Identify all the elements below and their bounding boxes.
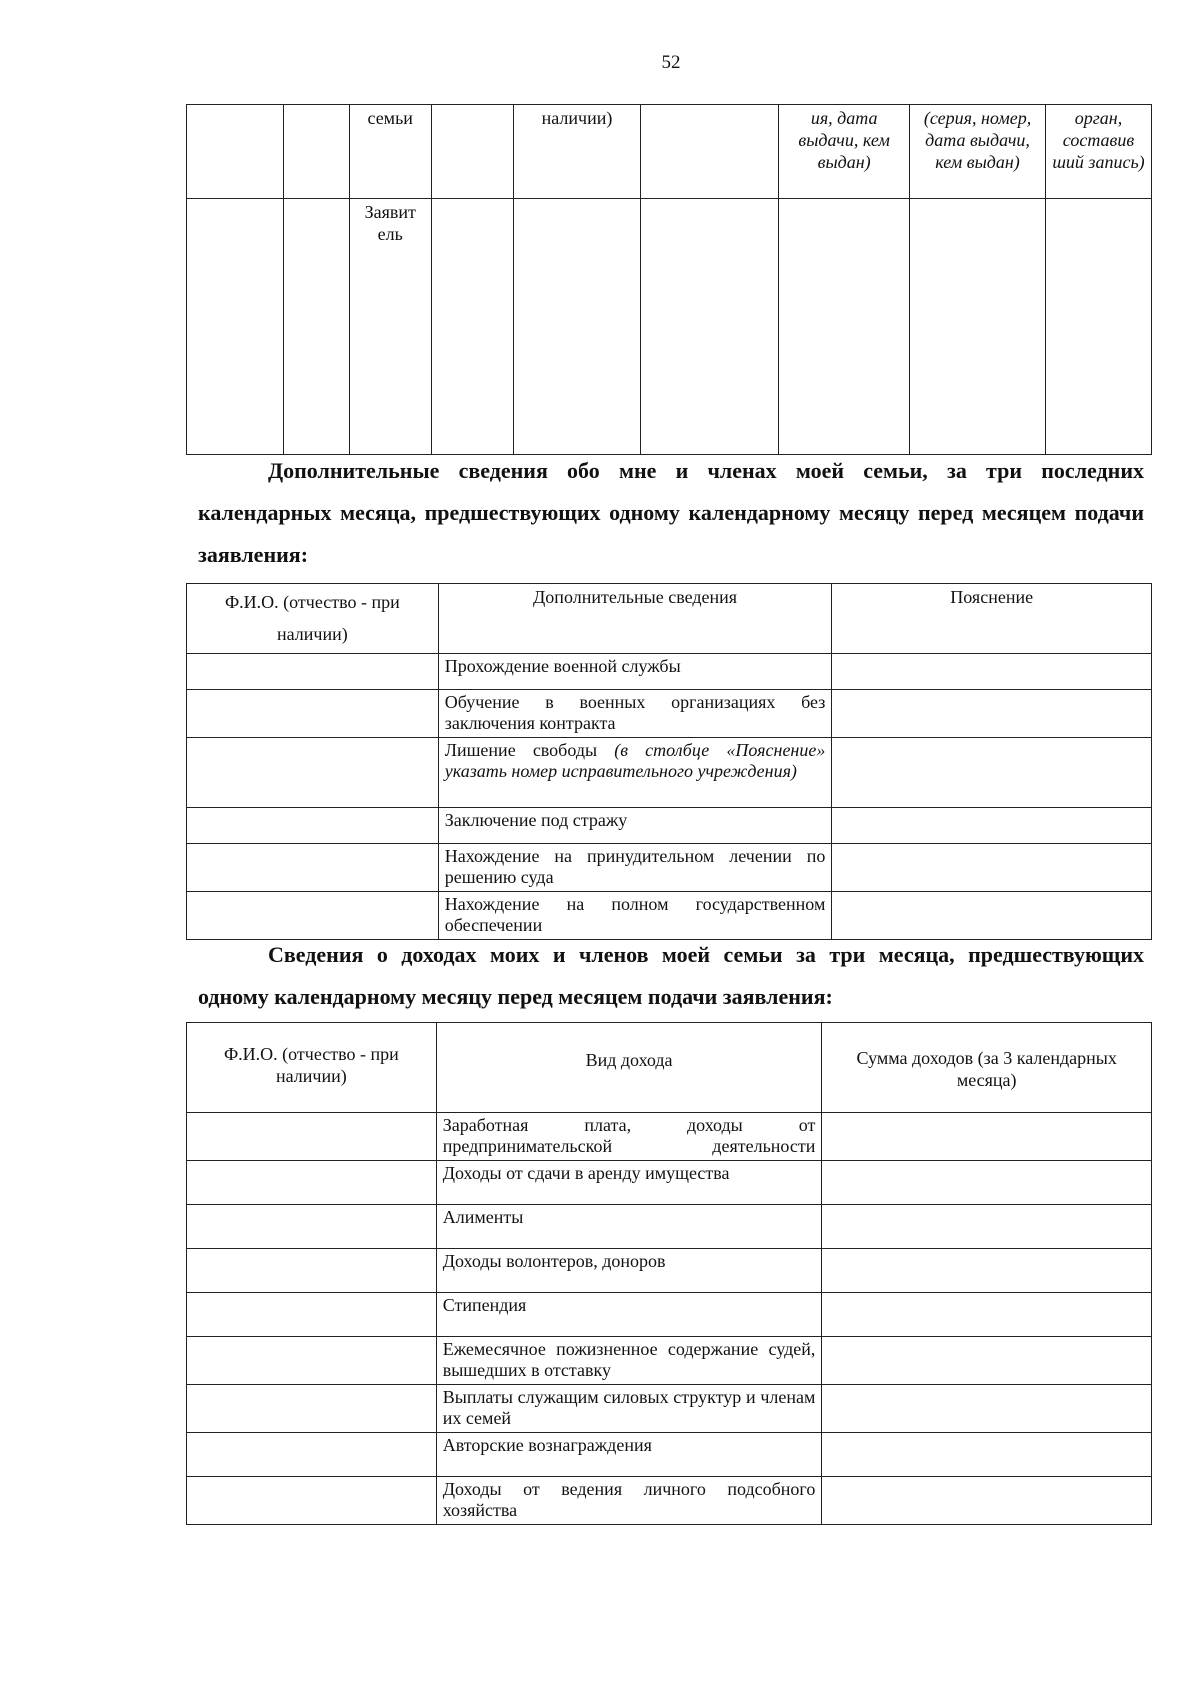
table-row — [187, 808, 1152, 844]
fio-cell[interactable] — [187, 1385, 437, 1433]
income-sum-cell[interactable] — [822, 1205, 1152, 1249]
income-sum-cell[interactable] — [822, 1161, 1152, 1205]
info-type-cell: Обучение в военных организациях без заключения контракта — [438, 690, 832, 738]
explanation-cell[interactable] — [832, 892, 1152, 940]
fio-cell[interactable] — [187, 1477, 437, 1525]
table-cell[interactable] — [283, 199, 349, 455]
info-note: (в столбце «Пояснение» указать номер исправительного учреждения) — [444, 740, 826, 781]
table-row — [187, 1249, 1152, 1293]
fio-cell[interactable] — [187, 1249, 437, 1293]
section-heading-additional-info: Дополнительные сведения обо мне и членах моей семьи, за три последних календарных месяца, предшествующих одному календарному месяцу перед месяцем подачи заявления: — [198, 458, 1144, 567]
fio-cell[interactable] — [187, 1293, 437, 1337]
fio-cell[interactable] — [187, 892, 439, 940]
table-cell — [641, 105, 779, 199]
header-explanation: Пояснение — [832, 584, 1152, 654]
fio-cell[interactable] — [187, 808, 439, 844]
explanation-cell[interactable] — [832, 738, 1152, 808]
fio-cell[interactable] — [187, 1433, 437, 1477]
table-cell — [187, 105, 284, 199]
info-type-cell: Заключение под стражу — [438, 808, 832, 844]
table-cell[interactable] — [910, 199, 1046, 455]
fio-cell[interactable] — [187, 844, 439, 892]
table-row — [187, 1337, 1152, 1385]
fio-cell[interactable] — [187, 690, 439, 738]
income-type-cell: Выплаты служащим силовых структур и членам их семей — [436, 1385, 822, 1433]
table-cell[interactable] — [641, 199, 779, 455]
table-row — [187, 1385, 1152, 1433]
table-row — [187, 1205, 1152, 1249]
income-type-cell: Авторские вознаграждения — [436, 1433, 822, 1477]
income-type-cell: Доходы от ведения личного подсобного хозяйства — [436, 1477, 822, 1525]
page-number: 52 — [661, 52, 681, 73]
table-row — [187, 892, 1152, 940]
income-type-cell: Заработная плата, доходы от предпринимательской деятельности — [436, 1113, 822, 1161]
applicant-label: Заявит ель — [349, 199, 431, 455]
header-fio: Ф.И.О. (отчество - при наличии) — [187, 1023, 437, 1113]
table-cell[interactable] — [1045, 199, 1151, 455]
table-header-row — [187, 1023, 1152, 1113]
income-type-cell: Доходы от сдачи в аренду имущества — [436, 1161, 822, 1205]
header-additional-info: Дополнительные сведения — [438, 584, 832, 654]
income-type-cell: Ежемесячное пожизненное содержание судей, вышедших в отставку — [436, 1337, 822, 1385]
income-sum-cell[interactable] — [822, 1337, 1152, 1385]
table-cell[interactable] — [187, 199, 284, 455]
income-sum-cell[interactable] — [822, 1385, 1152, 1433]
table-cell[interactable] — [431, 199, 513, 455]
income-table — [186, 1022, 1152, 1525]
fio-cell[interactable] — [187, 1337, 437, 1385]
income-sum-cell[interactable] — [822, 1113, 1152, 1161]
table-row — [187, 738, 1152, 808]
fio-cell[interactable] — [187, 1205, 437, 1249]
table-row — [187, 1161, 1152, 1205]
family-members-table — [186, 104, 1152, 455]
table-cell: семьи — [349, 105, 431, 199]
income-sum-cell[interactable] — [822, 1433, 1152, 1477]
section-heading-income: Сведения о доходах моих и членов моей семьи за три месяца, предшествующих одному календарному месяцу перед месяцем подачи заявления: — [198, 942, 1144, 1009]
info-type-cell: Лишение свободы (в столбце «Пояснение» указать номер исправительного учреждения) — [438, 738, 832, 808]
header-fio: Ф.И.О. (отчество - при наличии) — [187, 584, 439, 654]
explanation-cell[interactable] — [832, 808, 1152, 844]
fio-cell[interactable] — [187, 654, 439, 690]
table-cell: орган, составив ший запись) — [1045, 105, 1151, 199]
info-type-cell: Нахождение на принудительном лечении по решению суда — [438, 844, 832, 892]
table-row — [187, 1113, 1152, 1161]
table-row — [187, 690, 1152, 738]
table-header-row — [187, 584, 1152, 654]
table-cell — [431, 105, 513, 199]
fio-cell[interactable] — [187, 1113, 437, 1161]
table-cell[interactable] — [513, 199, 641, 455]
table-cell[interactable] — [779, 199, 910, 455]
explanation-cell[interactable] — [832, 654, 1152, 690]
info-type-cell: Нахождение на полном государственном обеспечении — [438, 892, 832, 940]
explanation-cell[interactable] — [832, 844, 1152, 892]
table-cell — [283, 105, 349, 199]
fio-cell[interactable] — [187, 738, 439, 808]
table-row — [187, 1433, 1152, 1477]
fio-cell[interactable] — [187, 1161, 437, 1205]
income-sum-cell[interactable] — [822, 1477, 1152, 1525]
table-cell: наличии) — [513, 105, 641, 199]
explanation-cell[interactable] — [832, 690, 1152, 738]
income-type-cell: Стипендия — [436, 1293, 822, 1337]
table-row — [187, 844, 1152, 892]
table-row — [187, 1293, 1152, 1337]
info-type-cell: Прохождение военной службы — [438, 654, 832, 690]
table-cell: ия, дата выдачи, кем выдан) — [779, 105, 910, 199]
additional-info-table — [186, 583, 1152, 940]
table-header-row — [187, 105, 1152, 199]
income-type-cell: Доходы волонтеров, доноров — [436, 1249, 822, 1293]
income-type-cell: Алименты — [436, 1205, 822, 1249]
header-income-sum: Сумма доходов (за 3 календарных месяца) — [822, 1023, 1152, 1113]
income-sum-cell[interactable] — [822, 1249, 1152, 1293]
table-cell: (серия, номер, дата выдачи, кем выдан) — [910, 105, 1046, 199]
table-row — [187, 199, 1152, 455]
income-sum-cell[interactable] — [822, 1293, 1152, 1337]
table-row — [187, 654, 1152, 690]
header-income-type: Вид дохода — [436, 1023, 822, 1113]
table-row — [187, 1477, 1152, 1525]
